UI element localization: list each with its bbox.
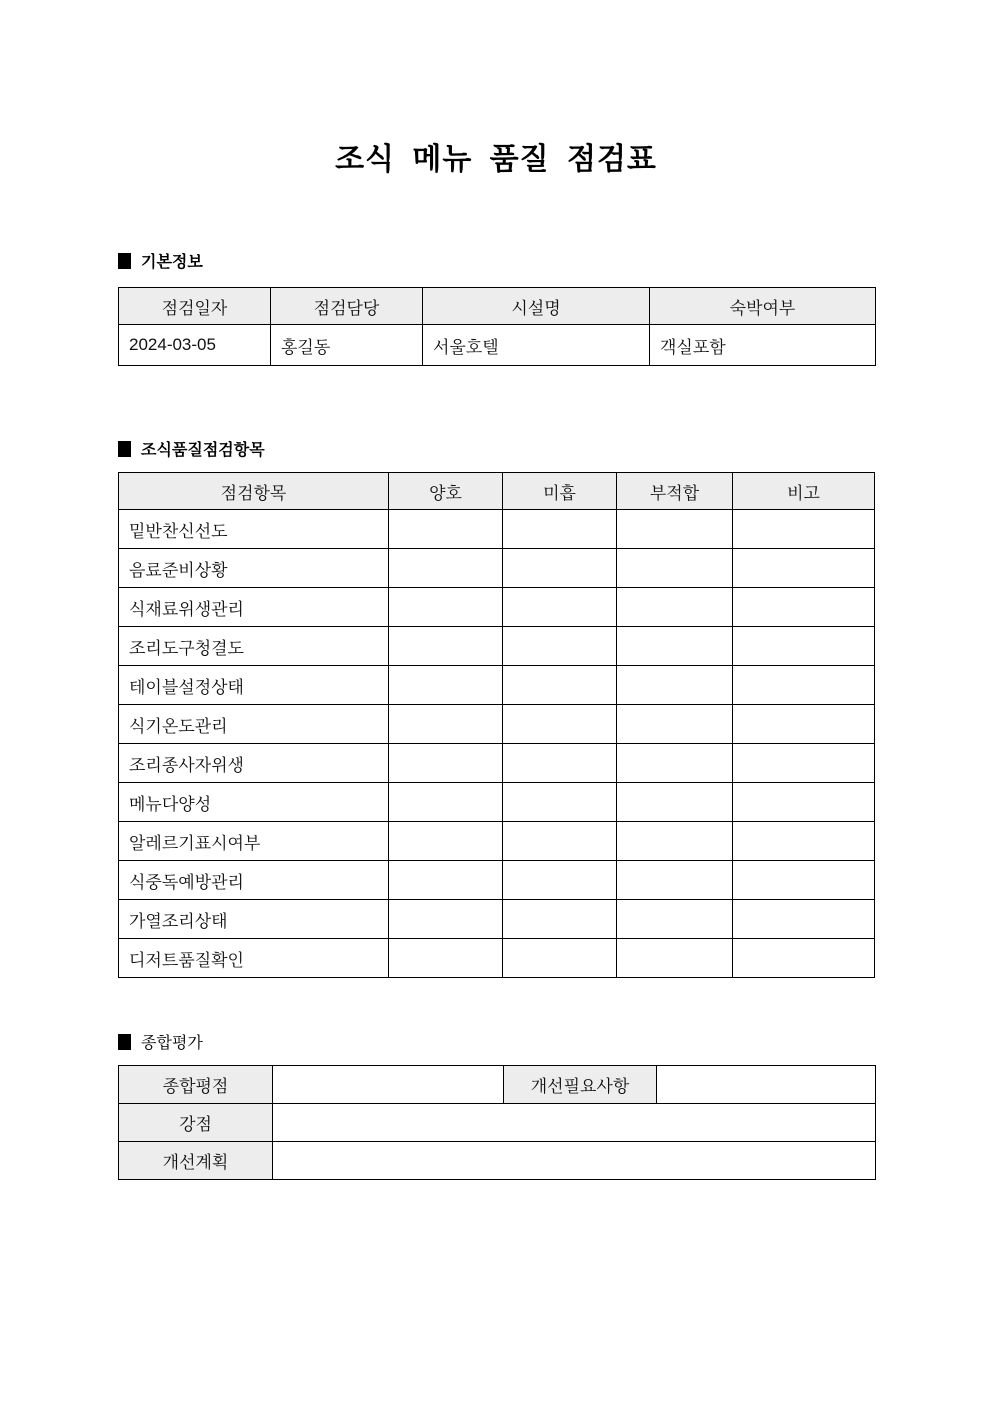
table-row xyxy=(119,744,875,783)
checklist-table xyxy=(118,472,875,978)
column-header-facility-name: 시설명 xyxy=(423,288,650,325)
improvements-needed-value-cell xyxy=(657,1066,876,1104)
column-header-inspection-date: 점검일자 xyxy=(119,288,271,325)
mark-cell-insufficient xyxy=(503,549,617,588)
mark-cell-good xyxy=(389,783,503,822)
summary-table xyxy=(118,1065,876,1180)
mark-cell-insufficient xyxy=(503,510,617,549)
note-cell xyxy=(733,822,875,861)
table-row xyxy=(119,822,875,861)
mark-cell-good xyxy=(389,705,503,744)
table-row xyxy=(119,783,875,822)
mark-cell-good xyxy=(389,666,503,705)
document-title: 조식 메뉴 품질 점검표 xyxy=(335,143,657,176)
table-row xyxy=(119,900,875,939)
check-item-label: 테이블설정상태 xyxy=(119,666,389,705)
check-item-label: 음료준비상황 xyxy=(119,549,389,588)
mark-cell-good xyxy=(389,822,503,861)
check-item-label: 식재료위생관리 xyxy=(119,588,389,627)
mark-cell-good xyxy=(389,861,503,900)
mark-cell-fail xyxy=(617,666,733,705)
mark-cell-good xyxy=(389,549,503,588)
table-row xyxy=(119,1066,876,1104)
mark-cell-good xyxy=(389,939,503,978)
mark-cell-fail xyxy=(617,510,733,549)
column-header-note: 비고 xyxy=(733,473,875,510)
column-header-insufficient: 미흡 xyxy=(503,473,617,510)
mark-cell-insufficient xyxy=(503,861,617,900)
table-row xyxy=(119,588,875,627)
improvement-plan-label: 개선계획 xyxy=(119,1142,273,1180)
section-marker-icon xyxy=(118,1034,131,1050)
mark-cell-insufficient xyxy=(503,588,617,627)
mark-cell-good xyxy=(389,744,503,783)
column-header-lodging: 숙박여부 xyxy=(650,288,876,325)
table-row xyxy=(119,1104,876,1142)
check-item-label: 가열조리상태 xyxy=(119,900,389,939)
facility-name-value: 서울호텔 xyxy=(423,325,650,366)
overall-score-value-cell xyxy=(273,1066,504,1104)
mark-cell-fail xyxy=(617,744,733,783)
check-item-label: 밑반찬신선도 xyxy=(119,510,389,549)
mark-cell-good xyxy=(389,588,503,627)
mark-cell-insufficient xyxy=(503,783,617,822)
mark-cell-fail xyxy=(617,705,733,744)
section-heading-checklist xyxy=(118,437,874,460)
table-header-row xyxy=(119,473,875,510)
table-row xyxy=(119,939,875,978)
check-item-label: 식중독예방관리 xyxy=(119,861,389,900)
mark-cell-good xyxy=(389,627,503,666)
note-cell xyxy=(733,705,875,744)
note-cell xyxy=(733,666,875,705)
mark-cell-insufficient xyxy=(503,822,617,861)
table-row xyxy=(119,627,875,666)
table-row xyxy=(119,705,875,744)
improvements-needed-label: 개선필요사항 xyxy=(504,1066,657,1104)
mark-cell-insufficient xyxy=(503,939,617,978)
mark-cell-fail xyxy=(617,900,733,939)
note-cell xyxy=(733,861,875,900)
note-cell xyxy=(733,627,875,666)
strengths-label: 강점 xyxy=(119,1104,273,1142)
check-item-label: 메뉴다양성 xyxy=(119,783,389,822)
mark-cell-good xyxy=(389,510,503,549)
table-row xyxy=(119,1142,876,1180)
table-header-row xyxy=(119,288,876,325)
table-row xyxy=(119,861,875,900)
note-cell xyxy=(733,549,875,588)
section-heading-label: 기본정보 xyxy=(141,254,203,271)
check-item-label: 조리도구청결도 xyxy=(119,627,389,666)
mark-cell-insufficient xyxy=(503,627,617,666)
section-heading-summary xyxy=(118,1030,874,1053)
mark-cell-insufficient xyxy=(503,705,617,744)
section-heading-label: 종합평가 xyxy=(141,1035,203,1052)
check-item-label: 조리종사자위생 xyxy=(119,744,389,783)
column-header-inspector: 점검담당 xyxy=(271,288,423,325)
inspector-value: 홍길동 xyxy=(271,325,423,366)
table-row xyxy=(119,325,876,366)
mark-cell-insufficient xyxy=(503,666,617,705)
check-item-label: 식기온도관리 xyxy=(119,705,389,744)
check-item-label: 디저트품질확인 xyxy=(119,939,389,978)
strengths-value-cell xyxy=(273,1104,876,1142)
basic-info-table xyxy=(118,287,876,366)
section-marker-icon xyxy=(118,253,131,269)
mark-cell-fail xyxy=(617,588,733,627)
mark-cell-fail xyxy=(617,939,733,978)
inspection-date-value: 2024-03-05 xyxy=(119,325,271,366)
check-item-label: 알레르기표시여부 xyxy=(119,822,389,861)
column-header-good: 양호 xyxy=(389,473,503,510)
lodging-value: 객실포함 xyxy=(650,325,876,366)
mark-cell-fail xyxy=(617,822,733,861)
mark-cell-insufficient xyxy=(503,744,617,783)
mark-cell-fail xyxy=(617,783,733,822)
section-marker-icon xyxy=(118,441,131,457)
note-cell xyxy=(733,744,875,783)
note-cell xyxy=(733,783,875,822)
note-cell xyxy=(733,588,875,627)
improvement-plan-value-cell xyxy=(273,1142,876,1180)
section-heading-label: 조식품질점검항목 xyxy=(141,442,265,459)
note-cell xyxy=(733,510,875,549)
mark-cell-fail xyxy=(617,861,733,900)
note-cell xyxy=(733,939,875,978)
note-cell xyxy=(733,900,875,939)
table-row xyxy=(119,666,875,705)
mark-cell-insufficient xyxy=(503,900,617,939)
mark-cell-fail xyxy=(617,549,733,588)
column-header-check-item: 점검항목 xyxy=(119,473,389,510)
mark-cell-fail xyxy=(617,627,733,666)
table-row xyxy=(119,549,875,588)
section-heading-basic-info xyxy=(118,249,874,272)
column-header-fail: 부적합 xyxy=(617,473,733,510)
overall-score-label: 종합평점 xyxy=(119,1066,273,1104)
mark-cell-good xyxy=(389,900,503,939)
table-row xyxy=(119,510,875,549)
